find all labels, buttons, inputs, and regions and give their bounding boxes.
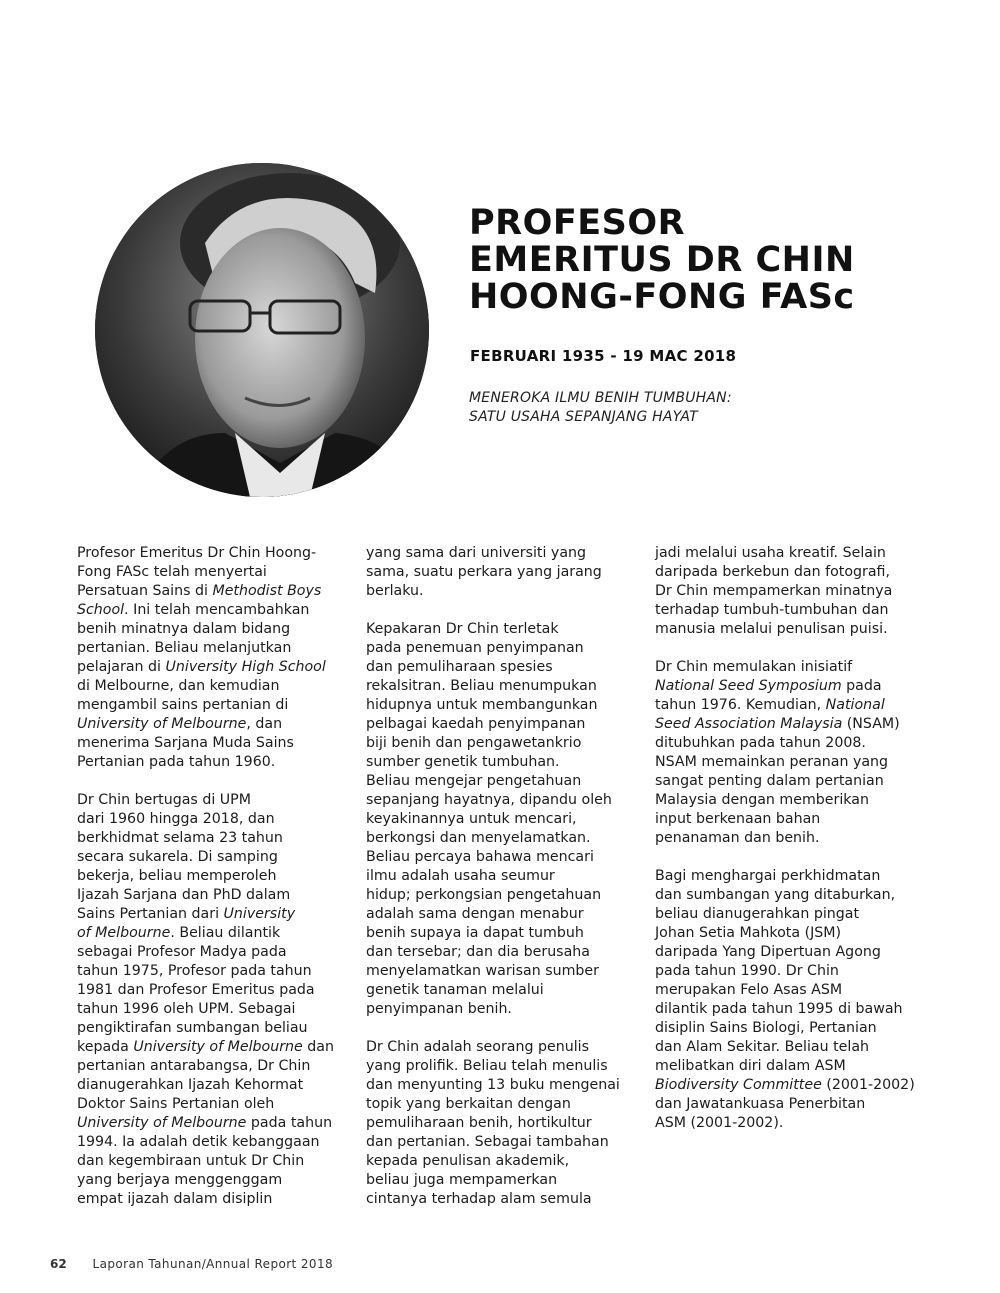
- text-line: menyelamatkan warisan sumber: [366, 963, 599, 979]
- text-line: dan pertanian. Sebagai tambahan: [366, 1134, 609, 1150]
- subtitle: [469, 389, 732, 427]
- page-title: [469, 205, 949, 316]
- text-line: rekalsitran. Beliau menumpukan: [366, 678, 597, 694]
- text-line: sama, suatu perkara yang jarang: [366, 564, 602, 580]
- text-line: pertanian antarabangsa, Dr Chin: [77, 1058, 311, 1074]
- text-line: dianugerahkan Ijazah Kehormat: [77, 1077, 304, 1093]
- text-line: genetik tanaman melalui: [366, 982, 544, 998]
- text-line: secara sukarela. Di samping: [77, 849, 278, 865]
- text-line: merupakan Felo Asas ASM: [655, 982, 843, 998]
- paragraph: [655, 867, 940, 1133]
- text-line: University of Melbourne, dan: [77, 716, 283, 732]
- text-line: input berkenaan bahan: [655, 811, 821, 827]
- text-line: bekerja, beliau memperoleh: [77, 868, 277, 884]
- text-line: pengiktirafan sumbangan beliau: [77, 1020, 308, 1036]
- subtitle-line: MENEROKA ILMU BENIH TUMBUHAN:: [469, 390, 732, 406]
- text-line: dan Jawatankuasa Penerbitan: [655, 1096, 866, 1112]
- portrait-photo: [95, 163, 429, 497]
- text-line: Dr Chin memulakan inisiatif: [655, 659, 853, 675]
- text-line: Beliau mengejar pengetahuan: [366, 773, 582, 789]
- text-line: penyimpanan benih.: [366, 1001, 512, 1017]
- text-line: dan menyunting 13 buku mengenai: [366, 1077, 620, 1093]
- text-line: dan Alam Sekitar. Beliau telah: [655, 1039, 870, 1055]
- text-line: Malaysia dengan memberikan: [655, 792, 869, 808]
- text-line: pada tahun 1990. Dr Chin: [655, 963, 839, 979]
- text-line: Fong FASc telah menyertai: [77, 564, 267, 580]
- page-number: 62: [50, 1257, 67, 1271]
- text-line: Dr Chin mempamerkan minatnya: [655, 583, 893, 599]
- text-line: yang prolifik. Beliau telah menulis: [366, 1058, 608, 1074]
- text-line: jadi melalui usaha kreatif. Selain: [655, 545, 886, 561]
- text-line: pertanian. Beliau melanjutkan: [77, 640, 292, 656]
- text-line: dan kegembiraan untuk Dr Chin: [77, 1153, 305, 1169]
- text-line: dilantik pada tahun 1995 di bawah: [655, 1001, 903, 1017]
- text-line: Johan Setia Mahkota (JSM): [655, 925, 842, 941]
- text-line: hidupnya untuk membangunkan: [366, 697, 598, 713]
- text-line: melibatkan diri dalam ASM: [655, 1058, 846, 1074]
- paragraph: [77, 544, 362, 772]
- text-line: ditubuhkan pada tahun 2008.: [655, 735, 866, 751]
- text-line: topik yang berkaitan dengan: [366, 1096, 571, 1112]
- text-line: berkhidmat selama 23 tahun: [77, 830, 283, 846]
- text-line: kepada penulisan akademik,: [366, 1153, 570, 1169]
- text-column-2: [366, 544, 651, 1228]
- paragraph: [655, 658, 940, 848]
- text-line: ASM (2001-2002).: [655, 1115, 784, 1131]
- text-line: School. Ini telah mencambahkan: [77, 602, 310, 618]
- title-line: PROFESOR: [469, 203, 686, 243]
- text-line: pelbagai kaedah penyimpanan: [366, 716, 586, 732]
- text-line: Beliau percaya bahawa mencari: [366, 849, 594, 865]
- text-line: Dr Chin adalah seorang penulis: [366, 1039, 589, 1055]
- text-line: yang berjaya menggenggam: [77, 1172, 283, 1188]
- text-line: Persatuan Sains di Methodist Boys: [77, 583, 322, 599]
- text-line: tahun 1996 oleh UPM. Sebagai: [77, 1001, 296, 1017]
- title-line: EMERITUS DR CHIN: [469, 240, 855, 280]
- text-line: ilmu adalah usaha seumur: [366, 868, 555, 884]
- text-line: Sains Pertanian dari University: [77, 906, 296, 922]
- text-line: Dr Chin bertugas di UPM: [77, 792, 251, 808]
- text-line: manusia melalui penulisan puisi.: [655, 621, 888, 637]
- text-line: daripada Yang Dipertuan Agong: [655, 944, 881, 960]
- paragraph: [366, 620, 651, 1019]
- text-line: di Melbourne, dan kemudian: [77, 678, 280, 694]
- text-line: yang sama dari universiti yang: [366, 545, 587, 561]
- text-line: dan sumbangan yang ditaburkan,: [655, 887, 896, 903]
- paragraph: [366, 1038, 651, 1209]
- text-line: hidup; perkongsian pengetahuan: [366, 887, 602, 903]
- text-line: beliau dianugerahkan pingat: [655, 906, 860, 922]
- text-line: 1981 dan Profesor Emeritus pada: [77, 982, 315, 998]
- text-line: menerima Sarjana Muda Sains: [77, 735, 294, 751]
- text-line: adalah sama dengan menabur: [366, 906, 584, 922]
- text-line: tahun 1976. Kemudian, National: [655, 697, 885, 713]
- text-column-3: [655, 544, 940, 1152]
- paragraph: [655, 544, 940, 639]
- text-line: beliau juga mempamerkan: [366, 1172, 558, 1188]
- text-line: tahun 1975, Profesor pada tahun: [77, 963, 312, 979]
- text-line: pemuliharaan benih, hortikultur: [366, 1115, 592, 1131]
- title-line: HOONG-FONG FASc: [469, 277, 855, 317]
- text-line: dan tersebar; dan dia berusaha: [366, 944, 590, 960]
- page-footer: [50, 1257, 333, 1271]
- text-line: Seed Association Malaysia (NSAM): [655, 716, 900, 732]
- text-line: dan pemuliharaan spesies: [366, 659, 553, 675]
- text-line: NSAM memainkan peranan yang: [655, 754, 889, 770]
- text-line: benih minatnya dalam bidang: [77, 621, 291, 637]
- text-line: cintanya terhadap alam semula: [366, 1191, 592, 1207]
- text-line: Ijazah Sarjana dan PhD dalam: [77, 887, 291, 903]
- paragraph: [366, 544, 651, 601]
- text-line: sepanjang hayatnya, dipandu oleh: [366, 792, 612, 808]
- text-line: terhadap tumbuh-tumbuhan dan: [655, 602, 889, 618]
- text-line: dari 1960 hingga 2018, dan: [77, 811, 275, 827]
- text-line: 1994. Ia adalah detik kebanggaan: [77, 1134, 320, 1150]
- text-line: berkongsi dan menyelamatkan.: [366, 830, 591, 846]
- text-line: benih supaya ia dapat tumbuh: [366, 925, 584, 941]
- text-line: sebagai Profesor Madya pada: [77, 944, 287, 960]
- report-title: Laporan Tahunan/Annual Report 2018: [92, 1257, 334, 1271]
- text-line: Pertanian pada tahun 1960.: [77, 754, 276, 770]
- text-line: sangat penting dalam pertanian: [655, 773, 884, 789]
- text-line: Biodiversity Committee (2001-2002): [655, 1077, 915, 1093]
- subtitle-line: SATU USAHA SEPANJANG HAYAT: [469, 409, 698, 425]
- text-line: biji benih dan pengawetankrio: [366, 735, 582, 751]
- life-dates: FEBRUARI 1935 - 19 MAC 2018: [470, 347, 737, 365]
- text-line: sumber genetik tumbuhan.: [366, 754, 560, 770]
- text-line: Kepakaran Dr Chin terletak: [366, 621, 559, 637]
- text-line: empat ijazah dalam disiplin: [77, 1191, 273, 1207]
- text-line: keyakinannya untuk mencari,: [366, 811, 577, 827]
- text-line: berlaku.: [366, 583, 424, 599]
- text-line: Profesor Emeritus Dr Chin Hoong-: [77, 545, 317, 561]
- text-line: mengambil sains pertanian di: [77, 697, 289, 713]
- text-line: kepada University of Melbourne dan: [77, 1039, 334, 1055]
- text-line: National Seed Symposium pada: [655, 678, 882, 694]
- text-line: penanaman dan benih.: [655, 830, 820, 846]
- text-line: disiplin Sains Biologi, Pertanian: [655, 1020, 877, 1036]
- text-line: Doktor Sains Pertanian oleh: [77, 1096, 275, 1112]
- text-line: of Melbourne. Beliau dilantik: [77, 925, 281, 941]
- text-column-1: [77, 544, 362, 1228]
- text-line: pelajaran di University High School: [77, 659, 326, 675]
- text-line: pada penemuan penyimpanan: [366, 640, 584, 656]
- text-line: daripada berkebun dan fotografi,: [655, 564, 890, 580]
- paragraph: [77, 791, 362, 1209]
- text-line: University of Melbourne pada tahun: [77, 1115, 333, 1131]
- text-line: Bagi menghargai perkhidmatan: [655, 868, 881, 884]
